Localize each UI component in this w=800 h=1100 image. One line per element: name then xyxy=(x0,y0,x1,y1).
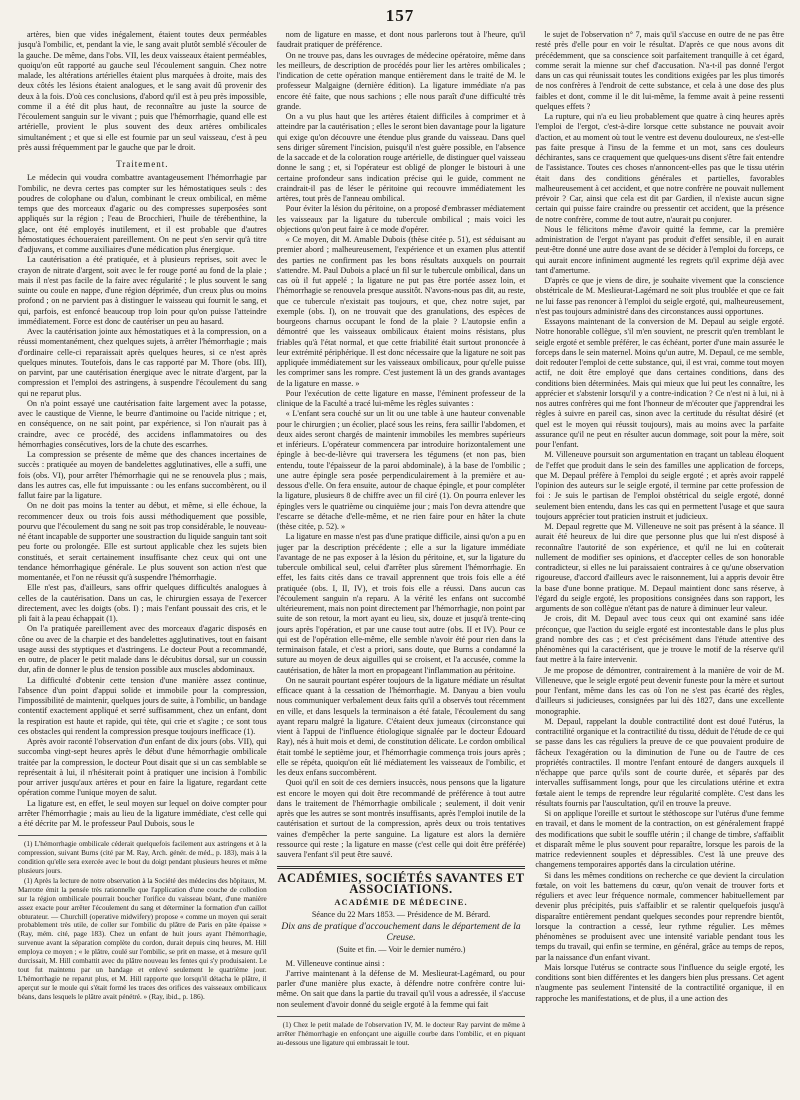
paragraph: La cautérisation a été pratiquée, et à plusieurs reprises, soit avec le crayon de nitrate d'argent, soit avec le fer rouge porté au fond de la plaie ; mais il n'est pas facile de la faire avec régularité ; le plus souvent le sang suinte ou coule en nappe, d'une région déprimée, d'un creux plus ou moins profond ; on ne parvient pas à distinguer le vaisseau qui fournit le sang, et qui, parfois, est enfoncé beaucoup trop loin pour qu'on puisse l'atteindre immédiatement. Force est donc de cautériser un peu au hasard. xyxy=(18,255,267,326)
section-heading-treatment: Traitement. xyxy=(116,159,169,169)
paragraph: On ne trouve pas, dans les ouvrages de médecine opératoire, même dans les meilleurs, de description de procédés pour lier les artères ombilicales ; l'indication de cette opération manque entièrement dans le traité de M. le professeur Malgaigne (dernière édition). La ligature immédiate n'a pas encore été faite, que nous sachions ; elle nous paraît d'une difficulté très grande. xyxy=(276,50,526,111)
paragraph: Le médecin qui voudra combattre avantageusement l'hémorrhagie par l'ombilic, ne devra certes pas compter sur les hémostatiques seuls : des poudres de colophane ou d'alun, combinant le creux ombilical, en même temps que des morceaux d'agaric ou des compresses superposées sont appliqués sur la région ; l'eau de Brocchieri, l'huile de térébenthine, la glace, ont été employés inutilement, et il est probable que d'autres hémostatiques échoueraient pareillement. On ne peut s'en servir qu'à titre d'adjuvans, et comme auxiliaires d'une médication plus énergique. xyxy=(18,173,267,254)
text-columns xyxy=(18,30,784,1094)
footnote: (1) L'hémorrhagie ombilicale céderait quelquefois facilement aux astringens et à la compression, suivant Burns (cité par M. Ray, Arch. génér. de méd., p. 183), mais à la condition qu'elle sera exercée avec le bout du doigt pendant plusieurs heures et même plusieurs jours. xyxy=(18,840,267,875)
paragraph: M. Depaul, rappelant la double contractilité dont est doué l'utérus, la contractilité organique et la contractilité du tissu, déduit de l'étude de ce qui se passe dans les cas réguliers la preuve de ce que pouvaient produire de fâcheux l'exagération ou la diminution de l'une ou de l'autre de ces propriétés contractiles. Il montre l'enfant entouré de dangers auxquels il n'échappe que parce qu'ils sont de courte durée, et séparés par des intervalles suffisamment longs, pour que les circulations utérine et extra fœtale aient le temps de reprendre leur régularité complète. C'est dans les résultats fournis par l'auscultation, qu'il en trouve la preuve. xyxy=(535,716,785,808)
paragraph: Si on applique l'oreille et surtout le stéthoscope sur l'utérus d'une femme en travail, et dans le moment de la contraction, on est généralement frappé des modifications que subit le souffle utérin ; il change de timbre, s'affaiblit et disparaît même le plus souvent pour reparaître, lorsque les parois de la matrice redeviennent souples et dépressibles. C'est là une preuve des changemens temporaires apportés dans la circulation utérine. xyxy=(535,809,785,870)
paragraph: La compression se présente de même que des chances incertaines de succès : pratiquée au moyen de bandelettes agglutinatives, elle a suffi, une fois (obs. VI), pour arrêter l'hémorrhagie qui ne se renouvela plus ; mais, dans les autres cas, elle fut impuissante : ou les enfans succombèrent, ou il fallut faire par la ligature. xyxy=(18,450,267,500)
paragraph: D'après ce que je viens de dire, je souhaite vivement que la conscience obstétricale de M. Meslieurat-Lagémard ne soit plus troublée et que ce fait ne lui fasse pas renoncer à l'emploi du seigle ergoté, qui, malheureusement, n'est pas toujours administré dans des circonstances aussi opportunes. xyxy=(535,276,785,316)
sub-heading-academy: ACADÉMIE DE MÉDECINE. xyxy=(334,896,468,907)
paragraph: Je crois, dit M. Depaul avec tous ceux qui ont examiné sans idée préconçue, que l'action du seigle ergoté est incontestable dans le plus plus grand nombre des cas ; et c'est précisément dans l'étude attentive des phénomènes qui la caractérisent, que je trouve le motif de la réserve qu'il faut mettre à la faire intervenir. xyxy=(535,614,785,665)
footnotes xyxy=(18,840,267,1001)
paragraph: Pour l'exécution de cette ligature en masse, l'éminent professeur de la clinique de la Faculté a tracé lui-même les règles suivantes : xyxy=(276,388,526,408)
paragraph: Pour éviter la lésion du péritoine, on a proposé d'embrasser médiatement les vaisseaux par la ligature du tubercule ombilical ; mais voici les objections qu'on peut faire à ce mode d'opérer. xyxy=(276,204,526,234)
paragraph: M. Depaul regrette que M. Villeneuve ne soit pas présent à la séance. Il aurait été heureux de lui dire que personne plus que lui n'est disposé à reconnaître l'autorité de son expérience, et qu'il ne lui en coûterait nullement de modifier ses opinions, et d'accepter celles de son honorable contradicteur, si elles ne lui paraissaient contraires à ce qu'une observation rigoureuse, d'accord d'ailleurs avec le raisonnement, lui a appris devoir être la base d'une bonne pratique. M. Depaul maintient donc sans réserve, à l'égard du seigle ergoté, les propositions consignées dans son rapport, les arguments de son collègue n'étant pas de nature à diminuer leur valeur. xyxy=(535,522,785,613)
page-number: 157 xyxy=(385,6,415,25)
paragraph: le sujet de l'observation n° 7, mais qu'il s'accuse en outre de ne pas être resté près d'elle pour en voir le résultat. D'après ce que nous avons dit précédemment, que sa conscience soit parfaitement tranquille à cet égard, comme serait la mienne sur chef d'accusation. N'a-t-il pas donné l'ergot dans un cas qui réunissait toutes les conditions exigées par les plus timorés de nos confrères à l'endroit de cette substance, et cela à une dose des plus faibles et dont, comme il le dit lui-même, la femme avait à peine ressenti quelques effets ? xyxy=(535,30,785,111)
paragraph: artères, bien que vides inégalement, étaient toutes deux perméables jusqu'à l'ombilic, et, pendant la vie, le sang avait plutôt semblé s'écouler de la gauche. De même, dans l'obs. VII, les deux vaisseaux étaient perméables, quoiqu'on eût rapporté au gauche seul l'écoulement sanguin. Chez notre malade, les altérations artérielles étaient plus marquées à droite, mais des deux côtés les lésions étaient analogues, et le sang avait dû provenir des deux à la fois. D'où ces conclusions, d'abord qu'il est à peu près impossible, comme il a été dit plus haut, de reconnaître au juste la source de l'écoulement sanguin sur le vivant ; puis que l'hémorrhagie, quand elle est artérielle, provient le plus souvent des deux artères ombilicales simultanément ; et que si elle est fournie par un seul vaisseau, c'est à peu près aussi fréquemment par le gauche que par le droit. xyxy=(18,30,267,152)
paragraph: La ligature est, en effet, le seul moyen sur lequel on doive compter pour arrêter l'hémorrhagie ; mais au lieu de la ligature immédiate, c'est celle qui a été décrite par M. le professeur Paul Dubois, sous le xyxy=(18,798,267,828)
footnote-divider xyxy=(277,1016,526,1017)
footnote: (1) Chez le petit malade de l'observation IV, M. le docteur Ray parvint de même à arrêter l'hémorrhagie en enfonçant une aiguille courbe dans l'ombilic, et en piquant au-dessous une ligature qui embrassait le tout. xyxy=(276,1020,526,1047)
paragraph: Avec la cautérisation jointe aux hémostatiques et à la compression, on a réussi momentanément, chez quelques sujets, à arrêter l'hémorrhagie ; mais d'ordinaire celle-ci reparaissait après quelques heures, si ce n'est après quelques minutes. Toutefois, dans le cas rapporté par M. Thore (obs. III), on parvint, par une cautérisation énergique avec le nitrate d'argent, par la compression et l'emploi des astringens, à suspendre l'écoulement du sang qui ne reparut plus. xyxy=(18,327,267,398)
paragraph: On ne saurait pourtant espérer toujours de la ligature médiate un résultat efficace quant à la cessation de l'hémorrhagie. M. Danyau a bien voulu nous communiquer verbalement deux faits qu'il a observés tout récemment en ville, et dans lesquels la terminaison a été fatale, l'écoulement du sang ayant reparu malgré la ligature. C'étaient deux jumeaux (circonstance qui vient à l'appui de l'influence étiologique signalée par le docteur Édouard Ray), nés à huit mois et demi, de constitution délicate. Le cordon ombilical était tombé le septième jour, et l'hémorrhagie commença trois jours après ; elle se répéta, quoiqu'on eût lié médiatement les vaisseaux de l'ombilic, et les deux enfans succombèrent. xyxy=(276,675,526,777)
memoir-title: Dix ans de pratique d'accouchement dans le département de la Creuse. xyxy=(281,922,521,944)
paragraph: La rupture, qui n'a eu lieu probablement que quatre à cinq heures après l'emploi de l'ergot, c'est-à-dire lorsque cette substance ne pouvait avoir d'action, et au moment où tout le ventre est devenu douloureux, ne s'est-elle pas faite presque à l'insu de la femme et un mot, sans ces douleurs déchirantes, sans ce craquement que quelques-uns disent s'être fait entendre de l'assistance. Toutes ces choses n'annoncent-elles pas que le tissu utérin était dans des conditions générales et partielles, favorables malheureusement à cet accident, et que notre confrère ne pouvait nullement prévoir ? Car, ainsi que cela est dit par Gardien, il n'existe aucun signe certain qui puisse faire craindre ou pressentir cet accident, que la présence de notre confrère, comme de tout autre, n'aurait pu conjurer. xyxy=(535,112,785,224)
paragraph: On a vu plus haut que les artères étaient difficiles à comprimer et à atteindre par la cautérisation ; elles le seront bien davantage pour la ligature qui exige qu'on découvre une étendue plus grande du vaisseau. Dans quel sens diriger sûrement l'incision, puisqu'il n'est guère possible, en l'absence de la saccade et de la coloration rouge artérielle, de distinguer quel vaisseau donne le sang ; et, si l'opérateur est obligé de plonger le bistouri à une certaine profondeur sans indication précise qui le guide, comment ne craindrait-il pas de léser le péritoine qui recouvre immédiatement les artères, tout près de l'anneau ombilical. xyxy=(276,112,526,203)
paragraph: On ne doit pas moins la tenter au début, et même, si elle échoue, la recommencer deux ou trois fois aussi méthodiquement que possible, pourvu que l'écoulement du sang ne soit pas trop considérable, le nouveau-né étant incapable de supporter une soustraction du liquide sanguin tant soit peu forte ou prolongée. Elle est surtout applicable chez les sujets bien constitués, et serait certainement insuffisante chez ceux qui ont une tendance hémorrhagique générale. Le plus souvent son action n'est que momentanée, et l'on ne réussit qu'à suspendre l'hémorrhagie. xyxy=(18,501,267,582)
section-heading-academies: ACADÉMIES, SOCIÉTÉS SAVANTES ET ASSOCIATIONS. xyxy=(277,871,525,896)
paragraph: Essayons maintenant de la conversion de M. Depaul au seigle ergoté. Notre honorable collègue, s'il m'en souvient, ne prescrit qu'en tremblant le seigle ergoté et semble préférer, le cas échéant, porter d'une main assurée le forceps dans le sein maternel. Moins qu'un autre, M. Depaul, ce me semble, doit redouter l'emploi de cette substance, qui, il est vrai, comme tout moyen actif, ne doit être employé que dans certaines conditions, dans des conditions bien déterminées. Mais qui mieux que lui peut les connaître, les apprécier et s'abstenir lorsqu'il y a contre-indication ? Ce n'est ni à lui, ni à nos autres confrères qui me font l'honneur de m'écouter que j'apprendrai les règles à suivre en pareil cas, sinon avec la certitude du résultat désiré (et quel est le moyen qui réussit toujours), mais au moins avec la parfaite assurance qu'il ne peut en résulter aucun dommage, soit pour la mère, soit pour l'enfant. xyxy=(535,317,785,449)
paragraph: La difficulté d'obtenir cette tension d'une manière assez continue, l'absence d'un point d'appui solide et immobile pour la compression, l'impossibilité de maintenir, quelques jours de suite, à l'ombilic, un bandage contentif exactement appliqué et serré suffisamment, chez un enfant, dont la respiration est haute et rapide, qui tète, qui crie et s'agite ; ce sont tous ces obstacles qui rendent la compression presque toujours inefficace (1). xyxy=(18,675,267,736)
paragraph: « L'enfant sera couché sur un lit ou une table à une hauteur convenable pour le chirurgien ; un écolier, placé sous les reins, fera saillir l'abdomen, et deux aides seront chargés de maintenir immobiles les membres supérieurs et inférieurs. L'opérateur commencera par introduire horizontalement une épingle à bec-de-lièvre qui traversera les tégumens (et non pas, bien entendu, toute l'épaisseur de la paroi abdominale), à la base de l'ombilic ; une autre épingle sera posée perpendiculairement à la première et au-dessous d'elle. On fera ensuite, autour de chaque épingle, et pour compléter la ligature, plusieurs 8 de chiffre avec un fil ciré (1). On pourra enlever les épingles vers le quatrième ou cinquième jour ; mais l'on devra attendre que l'escarre se détache d'elle-même, et ne rien faire pour en hâter la chute (thèse citée, p. 52). » xyxy=(276,409,526,531)
paragraph: Après avoir raconté l'observation d'un enfant de dix jours (obs. VII), qui succomba vingt-sept heures après le début d'une hémorrhagie ombilicale traitée par la compression, le docteur Pout disait que si un cas semblable se représentait à lui, il n'hésiterait point à pratiquer une incision à l'ombilic pour arriver jusqu'aux artères et pour en faire la ligature, regardant cette opération comme l'unique moyen de salut. xyxy=(18,737,267,798)
paragraph: M. Villeneuve continue ainsi : xyxy=(285,958,385,968)
paragraph: Mais lorsque l'utérus se contracte sous l'influence du seigle ergoté, les conditions sont bien différentes et les dangers bien plus pressans. Cet agent n'augmente pas seulement l'intensité de la contractilité organique, il en rapproche les manifestations, et de plus, il a une action des xyxy=(535,962,785,1003)
paragraph: On n'a point essayé une cautérisation faite largement avec la potasse, avec le caustique de Vienne, le beurre d'antimoine ou l'acide nitrique ; et, en conséquence, on ne sait point, par expérience, si l'on n'aurait pas à craindre, avec ce procédé, des accidens inflammatoires ou des hémorrhagies consécutives, lors de la chute des escarrhes. xyxy=(18,398,267,449)
paragraph: J'arrive maintenant à la défense de M. Meslieurat-Lagémard, ou pour parler d'une manière plus exacte, à défendre notre confrère contre lui-même. On sait que dans la partie du travail qu'il vous a adressée, il s'accuse non seulement d'avoir donné du seigle ergoté à la femme qui fait xyxy=(276,968,526,1009)
paragraph: nom de ligature en masse, et dont nous parlerons tout à l'heure, qu'il faudrait pratiquer de préférence. xyxy=(276,30,526,50)
paragraph: Je me propose de démontrer, contrairement à la manière de voir de M. Villeneuve, que le seigle ergoté peut devenir funeste pour la mère et surtout pour l'enfant, même dans les cas où l'on ne s'est pas écarté des règles, d'ailleurs si judicieuses, consignées par lui dès 1827, dans une excellente monographie. xyxy=(535,665,785,716)
session-line: Séance du 22 Mars 1853. — Présidence de M. Bérard. xyxy=(311,910,491,919)
paragraph: Nous le félicitons même d'avoir quitté la femme, car la première administration de l'ergot n'ayant pas produit d'effet sensible, il en aurait peut-être donné une autre dose avant de se décider à l'emploi du forceps, ce qui aurait encore infiniment augmenté les regrets qu'il exprime déjà avec tant d'amertume. xyxy=(535,224,785,275)
footnote: (1) Après la lecture de notre observation à la Société des médecins des hôpitaux, M. Marrotte émit la pensée très rationnelle que l'application d'une couche de collodion sur la région ombilicale pourrait boucher l'orifice du vaisseau béant, d'une manière assez exacte pour arrêter l'écoulement du sang et déterminer la formation d'un caillot obturateur. — Churchill (operative midwifery) propose « comme un moyen qui serait probablement très utile, de coller sur l'ombilic du plâtre de Paris en pâte épaisse » (Ray, mém. cité, page 183). Chez un enfant de huit jours ayant l'hémorrhagie, survenue avant la séparation complète du cordon, durait depuis cinq heures, M. Hill employa ce moyen ; « le plâtre, coulé sur l'ombilic, se prit en masse, et à mesure qu'il durcissait, M. Hill combattit avec du plâtre nouveau les fentes qui s'y produisaient. Le tout fut maintenu par un bandage et enlevé seulement le quatrième jour. L'hémorrhagie ne reparut plus, et M. Hill rapporte que lorsqu'il détacha le plâtre, il aperçut sur le moule qui s'était formé les traces des orifices des vaisseaux ombilicaux béans, dans lesquels le plâtre avait pénétré. » (Ray, ibid., p. 186). xyxy=(18,876,267,1001)
memoir-note: (Suite et fin. — Voir le dernier numéro.) xyxy=(336,945,466,955)
paragraph: Quoi qu'il en soit de ces derniers insuccès, nous pensons que la ligature est encore le moyen qui doit être recommandé de préférence à tout autre dans le traitement de l'hémorrhagie ombilicale ; seulement, il doit venir après que les autres se sont montrés insuffisants, après l'emploi inutile de la cautérisation et surtout de la compression, après deux ou trois tentatives vaines d'empêcher la perte sanguine. La ligature est alors la dernière ressource qui reste ; la ligature en masse (c'est celle qui doit être préférée) sauvera l'enfant s'il peut être sauvé. xyxy=(276,778,526,859)
footnotes xyxy=(277,1021,526,1048)
column-left xyxy=(18,30,267,1094)
column-right xyxy=(535,30,784,1094)
paragraph: « Ce moyen, dit M. Amable Dubois (thèse citée p. 51), est séduisant au premier abord ; malheureusement, l'expérience et un examen plus attentif des parties ne confirment pas les bons résultats auxquels on pourrait s'attendre. M. Paul Dubois a placé un fil sur le tubercule ombilical, dans un cas où il fut appelé ; la ligature ne put pas être portée assez loin, et l'hémorrhagie se renouvela presque aussitôt. N'avons-nous pas dit, au reste, que ce tubercule n'existait pas toujours, et que, chez notre sujet, par exemple (obs. I), on ne trouvait que des granulations, des espèces de bourgeons charnus occupant le fond de la plaie ? L'autopsie enfin a démontré que les vaisseaux ombilicaux étaient moins résistans, plus friables qu'à l'état normal, et que cette friabilité était surtout prononcée à leur extrémité périphérique. Il est donc nécessaire que la ligature ne soit pas appliquée immédiatement sur les vaisseaux ombilicaux, pour qu'elle puisse les comprimer sans les rompre. C'est justement là un des grands avantages de la ligature en masse. » xyxy=(276,235,526,388)
column-middle xyxy=(277,30,526,1094)
paragraph: M. Villeneuve poursuit son argumentation en traçant un tableau éloquent de l'effet que produit dans le sein des familles une application de forceps, que M. Depaul préfère à l'emploi du seigle ergoté ; et après avoir rappelé l'opinion des auteurs sur le seigle ergoté, il termine par cette profession de foi : Je suis le partisan de l'emploi obstétrical du seigle ergoté, donné seulement bien entendu, dans les cas qui en permettent l'usage et que saura toujours apprécier tout praticien instruit et judicieux. xyxy=(535,450,785,521)
paragraph: On l'a pratiquée pareillement avec des morceaux d'agaric disposés en cône ou avec de la charpie et des bandelettes agglutinatives, tout en faisant usage aussi des styptiques et d'astringens. Le docteur Pout a recommandé, en outre, de placer le petit malade dans le décubitus dorsal, sur un coussin dur, afin de donner le plus de tension possible aux muscles abdominaux. xyxy=(18,624,267,675)
paragraph: Elle n'est pas, d'ailleurs, sans offrir quelques difficultés analogues à celles de la cautérisation. Dans un cas, le chirurgien essaya de l'exercer directement, avec les doigts (obs. I) ; mais l'enfant poussait des cris, et le pli fait à la peau échappait (1). xyxy=(18,583,267,623)
footnote-divider xyxy=(18,835,267,836)
section-divider xyxy=(277,866,526,869)
paragraph: La ligature en masse n'est pas d'une pratique difficile, ainsi qu'on a pu en juger par la description précédente ; elle a sur la ligature immédiate l'avantage de ne pas exposer à la lésion du péritoine, et, sur la ligature du tubercule ombilical seul, celui d'arrêter plus sûrement l'hémorrhagie. En effet, les faits cités dans ce travail apprennent que trois fois elle a été pratiquée (obs. I, II, IV), et trois fois elle a réussi. Dans aucun cas l'écoulement sanguin n'a reparu. A la vérité les enfans ont succombé ultérieurement, mais non point directement par l'hémorrhagie, non point par suite de son retour, la mort ayant eu lieu, six, douze et jusqu'à trente-cinq jours après l'opération, et par une cause tout autre (obs. II et IV). Pour ce qui est de l'opération elle-même, elle semble n'avoir été pour rien dans la terminaison fatale, et c'est a priori, sans doute, que Burns a condamné la suture au moyen de deux aiguilles qui se croisent, et l'a accusée, comme la cautérisation, de hâter la mort en propageant l'inflammation au péritoine. xyxy=(276,532,526,675)
paragraph: Si dans les mêmes conditions on recherche ce que devient la circulation fœtale, on voit les battemens du cœur, qu'on venait de trouver forts et réguliers et avec leur fréquence normale, commencer habituellement par devenir plus précipités, puis s'affaiblir et se ralentir quelquefois jusqu'à disparaître entièrement pendant quelques secondes pour reprendre bientôt, lorsque la contraction a cessé, leur rythme régulier. Les mêmes phénomènes se produisent avec une intensité variable pendant tous les temps du travail, qui enfin se termine, en général, grâce au temps de repos, par la naissance d'un enfant vivant. xyxy=(535,870,785,962)
